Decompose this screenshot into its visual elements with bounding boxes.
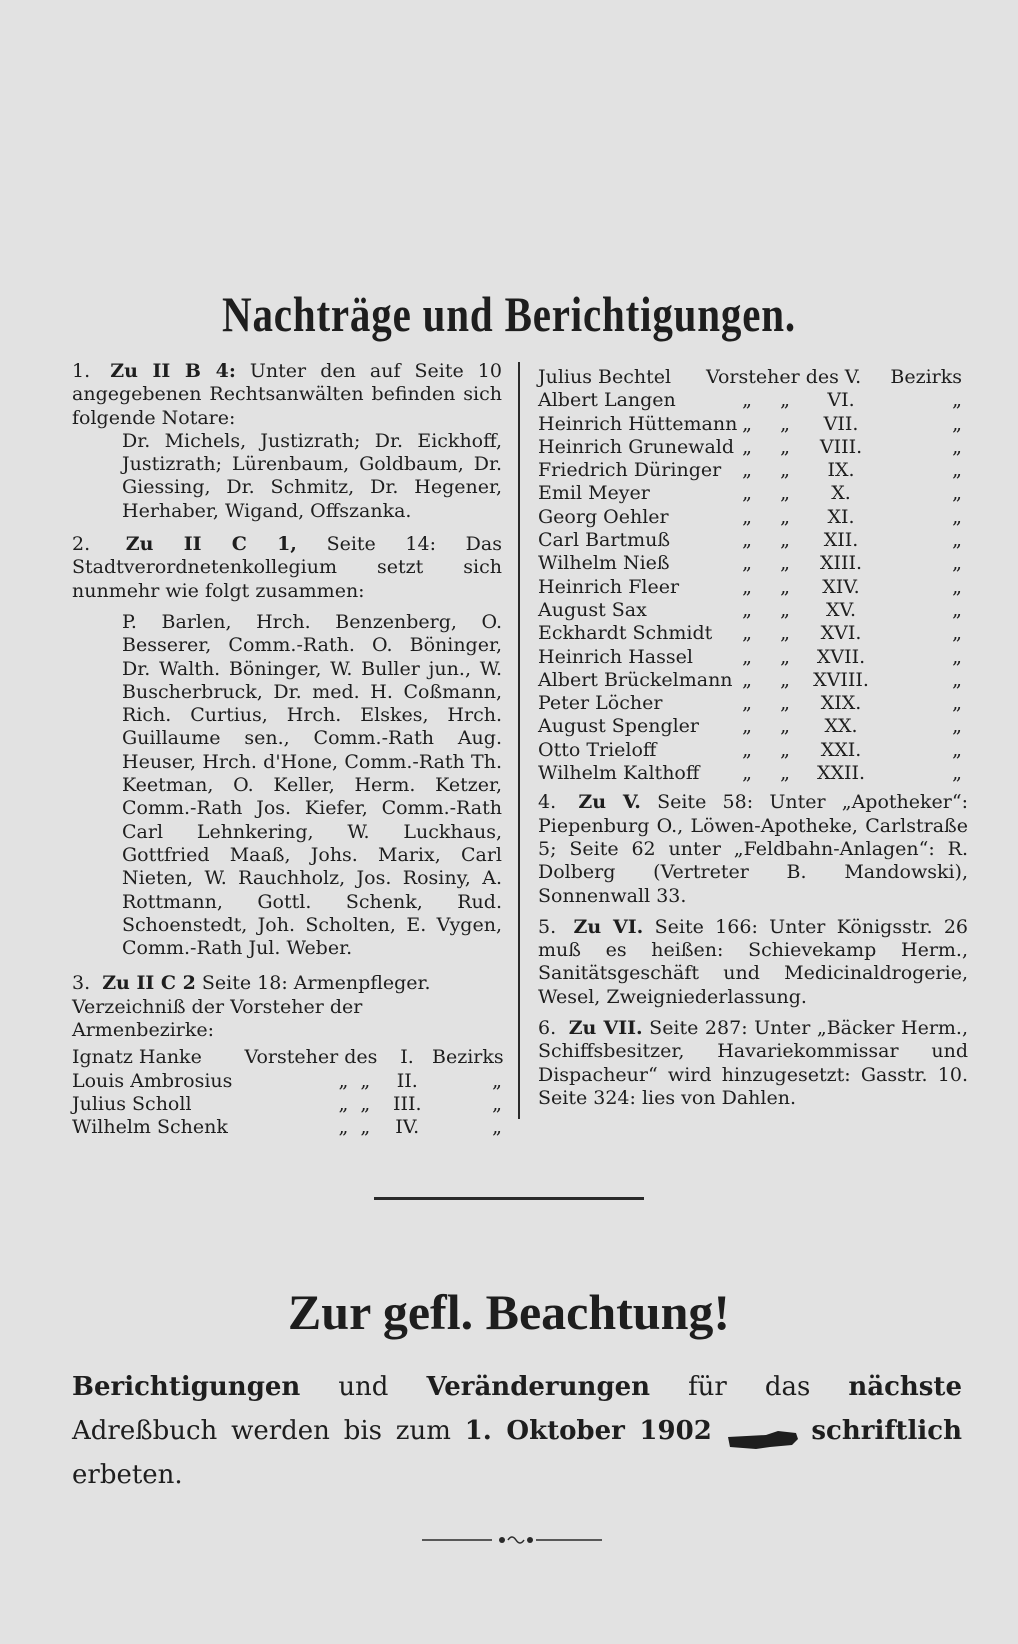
table-row (538, 692, 968, 715)
district-number: IX. (827, 459, 855, 482)
ditto-mark: „ (780, 575, 790, 598)
ditto-mark: „ (742, 482, 752, 505)
ditto-mark: „ (742, 435, 752, 458)
notice-text: schriftlich (811, 1416, 963, 1446)
district-number: X. (831, 482, 851, 505)
warden-name: Albert Brückelmann (538, 668, 733, 691)
district-label: Bezirks (890, 366, 962, 388)
ditto-mark: „ (742, 668, 752, 691)
table-row (538, 715, 968, 738)
ditto-mark: „ (780, 482, 790, 505)
column-divider (518, 362, 520, 1119)
district-number: XII. (823, 529, 859, 552)
table-row (538, 366, 968, 389)
ditto-mark: „ (360, 1069, 371, 1092)
notice-body (72, 1365, 962, 1497)
ditto-mark: „ (952, 552, 962, 575)
notice-date: 1. Oktober 1902 (464, 1416, 712, 1446)
district-number: I. (400, 1046, 414, 1069)
entry-reference: Zu VI. (573, 915, 644, 938)
warden-name: Emil Meyer (538, 482, 650, 505)
warden-role: Vorsteher des (244, 1046, 378, 1069)
entry-text: Seite 18: Armenpfleger. (201, 972, 431, 995)
warden-name: Eckhardt Schmidt (538, 622, 713, 645)
ditto-mark: „ (952, 668, 962, 691)
right-column (538, 366, 968, 1110)
ditto-mark: „ (360, 1116, 371, 1139)
entry-text: Unter den auf Seite 10 angegebenen Rechtsanwälten befinden sich folgende Notare: (72, 360, 502, 429)
ditto-mark: „ (742, 692, 752, 715)
district-number: XXI. (820, 738, 862, 761)
ditto-mark: „ (780, 622, 790, 645)
table-row (538, 529, 968, 552)
ditto-mark: „ (780, 435, 790, 458)
ditto-mark: „ (742, 575, 752, 598)
warden-name: Heinrich Hassel (538, 645, 693, 668)
ditto-mark: „ (952, 762, 962, 785)
ditto-mark: „ (952, 622, 962, 645)
entry-text: Seite 14: Das Stadtverordnetenkollegium setzt sich nunmehr wie folgt zusammen: (72, 533, 502, 602)
ditto-mark: „ (742, 505, 752, 528)
table-row (72, 1116, 502, 1139)
district-number: XX. (824, 715, 858, 738)
entry-reference: Zu II C 2 (102, 972, 196, 995)
notice-title: Zur gefl. Beachtung! (287, 1284, 731, 1340)
notary-list: Dr. Michels, Justizrath; Dr. Eickhoff, Justizrath; Lürenbaum, Goldbaum, Dr. Giessing, Dr. Schmitz, Dr. Hegener, Herhaber, Wigand, Offszanka. (122, 429, 502, 522)
ditto-mark: „ (952, 715, 962, 738)
table-row (538, 552, 968, 575)
entry-4 (538, 791, 968, 907)
ditto-mark: „ (492, 1092, 503, 1115)
ditto-mark: „ (742, 552, 752, 575)
ditto-mark: „ (952, 692, 962, 715)
district-number: XVI. (820, 622, 862, 645)
ditto-mark: „ (338, 1092, 349, 1115)
entry-5 (538, 916, 968, 1009)
district-number: XVII. (816, 645, 866, 668)
ditto-mark: „ (952, 482, 962, 505)
entry-reference: Zu II B 4: (110, 360, 236, 382)
notice-text: erbeten. (72, 1460, 183, 1490)
ditto-mark: „ (780, 598, 790, 621)
warden-name: Wilhelm Kalthoff (538, 762, 700, 785)
warden-name: Heinrich Fleer (538, 575, 680, 598)
ditto-mark: „ (742, 412, 752, 435)
ditto-mark: „ (780, 529, 790, 552)
district-number: XI. (827, 505, 855, 528)
warden-name: Heinrich Hüttemann (538, 412, 738, 435)
ditto-mark: „ (952, 505, 962, 528)
district-number: XV. (826, 598, 856, 621)
ditto-mark: „ (338, 1116, 349, 1139)
ditto-mark: „ (952, 435, 962, 458)
ditto-mark: „ (742, 459, 752, 482)
warden-role: Vorsteher des (706, 366, 839, 388)
notice-text: nächste (848, 1372, 962, 1402)
entry-reference: Zu VII. (568, 1017, 643, 1040)
ditto-mark: „ (742, 389, 752, 412)
district-number: XVIII. (813, 668, 869, 691)
ditto-mark: „ (780, 762, 790, 785)
ditto-mark: „ (742, 645, 752, 668)
notice-text: Berichtigungen (72, 1372, 301, 1402)
notice-text: und (338, 1372, 389, 1402)
table-row (538, 436, 968, 459)
page-title: Nachträge und Berichtigungen. (222, 286, 796, 342)
entry-1 (72, 360, 502, 523)
ditto-mark: „ (338, 1069, 349, 1092)
table-row (538, 646, 968, 669)
ditto-mark: „ (952, 645, 962, 668)
ditto-mark: „ (780, 389, 790, 412)
entry-number: 6. (538, 1017, 557, 1040)
entry-text: Seite 166: Unter Königsstr. 26 muß es heißen: Schievekamp Herm., Sanitätsgeschäft und Medicinaldrogerie, Wesel, Zweigniederlassung. (538, 915, 968, 1008)
district-number: XXII. (816, 762, 866, 785)
table-row (538, 576, 968, 599)
entry-number: 1. (72, 360, 91, 382)
ditto-mark: „ (742, 715, 752, 738)
ditto-mark: „ (952, 459, 962, 482)
entry-number: 2. (72, 533, 91, 556)
district-label: Bezirks (432, 1046, 504, 1069)
table-row (538, 622, 968, 645)
left-column (72, 360, 502, 1140)
entry-reference: Zu II C 1, (125, 533, 297, 556)
warden-name: Wilhelm Schenk (72, 1116, 228, 1139)
district-number: VI. (827, 389, 855, 412)
entry-2 (72, 533, 502, 960)
entry-text: Seite 58: Unter „Apotheker“: Piepenburg O., Löwen-Apotheke, Carlstraße 5; Seite 62 unter „Feldbahn-Anlagen“: R. Dolberg (Vertreter B. Mandowski), Sonnenwall 33. (538, 791, 968, 907)
ditto-mark: „ (780, 645, 790, 668)
ditto-mark: „ (780, 715, 790, 738)
district-number: VII. (823, 412, 859, 435)
ditto-mark: „ (952, 575, 962, 598)
table-row (538, 482, 968, 505)
warden-name: Julius Scholl (72, 1092, 192, 1115)
warden-name: Louis Ambrosius (72, 1069, 233, 1092)
table-row (538, 739, 968, 762)
ditto-mark: „ (952, 412, 962, 435)
ditto-mark: „ (492, 1069, 503, 1092)
district-number: XIII. (819, 552, 863, 575)
table-row (72, 1070, 502, 1093)
warden-name: Heinrich Grunewald (538, 435, 735, 458)
table-row (538, 413, 968, 436)
district-number: V. (844, 366, 862, 388)
ditto-mark: „ (952, 598, 962, 621)
ditto-mark: „ (952, 529, 962, 552)
ditto-mark: „ (742, 738, 752, 761)
warden-name: Otto Trieloff (538, 738, 657, 761)
table-row (72, 1093, 502, 1116)
entry-text: Seite 287: Unter „Bäcker Herm., Schiffsbesitzer, Havariekommissar und Dispacheur“ wird hinzugesetzt: Gasstr. 10. Seite 324: lies von Dahlen. (538, 1017, 969, 1109)
poor-district-table (72, 1046, 502, 1139)
ditto-mark: „ (742, 529, 752, 552)
ditto-mark: „ (780, 505, 790, 528)
ditto-mark: „ (780, 738, 790, 761)
district-warden-list (538, 389, 968, 785)
table-row (538, 506, 968, 529)
ditto-mark: „ (742, 622, 752, 645)
ditto-mark: „ (952, 738, 962, 761)
table-row (538, 459, 968, 482)
ditto-mark: „ (780, 552, 790, 575)
entry-number: 5. (538, 915, 557, 938)
entry-number: 3. (72, 972, 91, 995)
ditto-mark: „ (952, 389, 962, 412)
district-number: IV. (395, 1116, 420, 1139)
warden-name: August Spengler (538, 715, 700, 738)
warden-name: Albert Langen (538, 389, 676, 412)
ditto-mark: „ (742, 762, 752, 785)
section-rule (374, 1197, 644, 1200)
district-number: II. (396, 1069, 418, 1092)
notice-text: Veränderungen (426, 1372, 651, 1402)
entry-6 (538, 1017, 968, 1110)
ditto-mark: „ (780, 668, 790, 691)
pointing-hand-icon (726, 1421, 798, 1443)
warden-name: Julius Bechtel (538, 366, 672, 388)
ditto-mark: „ (742, 598, 752, 621)
warden-name: Wilhelm Nieß (538, 552, 670, 575)
warden-name: Georg Oehler (538, 505, 669, 528)
ditto-mark: „ (492, 1116, 503, 1139)
table-row (72, 1046, 502, 1069)
district-number: XIX. (820, 692, 862, 715)
council-member-list: P. Barlen, Hrch. Benzenberg, O. Besserer, Comm.-Rath. O. Böninger, Dr. Walth. Böninger, W. Buller jun., W. Buscherbruck, Dr. med. H. Coßmann, Rich. Curtius, Hrch. Elskes, Hrch. Guillaume sen., Comm.-Rath Aug. Heuser, Hrch. d'Hone, Comm.-Rath Th. Keetman, O. Keller, Herm. Ketzer, Comm.-Rath Jos. Kiefer, Comm.-Rath Carl Lehnkering, W. Luckhaus, Gottfried Maaß, Johs. Marix, Carl Nieten, W. Rauchholz, Jos. Rosiny, A. Rottmann, Gottl. Schenk, Rud. Schoenstedt, Joh. Scholten, E. Vygen, Comm.-Rath Jul. Weber. (122, 610, 502, 960)
entry-number: 4. (538, 791, 557, 814)
ornament-divider-icon (422, 1530, 602, 1550)
notice-text: für das (688, 1372, 811, 1402)
district-number: VIII. (819, 435, 863, 458)
warden-name: Friedrich Düringer (538, 459, 722, 482)
entry-3 (72, 972, 502, 1139)
district-number: XIV. (822, 575, 860, 598)
notice-text: Adreßbuch werden bis zum (72, 1416, 451, 1446)
entry-reference: Zu V. (578, 791, 641, 814)
ditto-mark: „ (780, 692, 790, 715)
table-row (538, 762, 968, 785)
warden-name: August Sax (538, 598, 647, 621)
ditto-mark: „ (360, 1092, 371, 1115)
ditto-mark: „ (780, 412, 790, 435)
warden-name: Carl Bartmuß (538, 529, 671, 552)
warden-name: Peter Löcher (538, 692, 663, 715)
entry-subtitle: Verzeichniß der Vorsteher der Armenbezirke: (72, 995, 363, 1042)
ditto-mark: „ (780, 459, 790, 482)
table-row (538, 669, 968, 692)
warden-name: Ignatz Hanke (72, 1046, 202, 1069)
table-row (538, 389, 968, 412)
district-number: III. (392, 1092, 422, 1115)
table-row (538, 599, 968, 622)
